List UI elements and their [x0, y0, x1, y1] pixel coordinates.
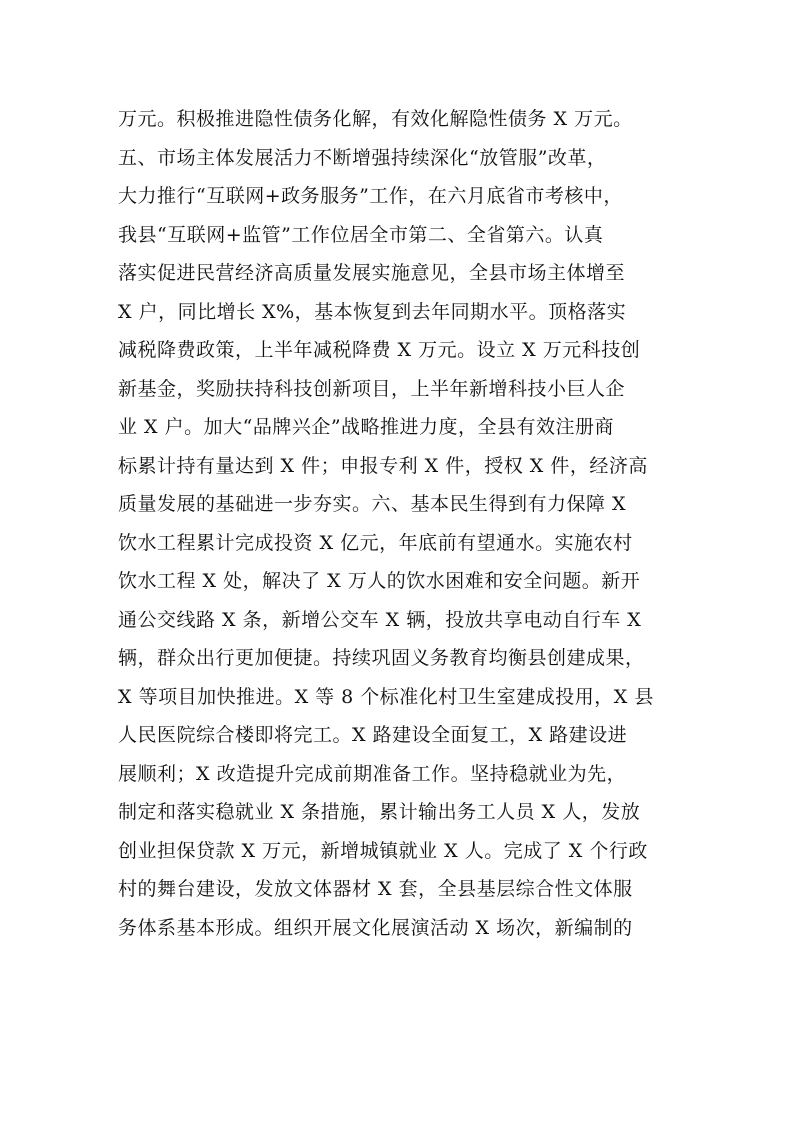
- text-line: 饮水工程累计完成投资 X 亿元，年底前有望通水。实施农村: [118, 531, 633, 554]
- text-line: 标累计持有量达到 X 件；申报专利 X 件，授权 X 件，经济高: [118, 454, 648, 477]
- text-line: 新基金，奖励扶持科技创新项目，上半年新增科技小巨人企: [118, 377, 626, 400]
- text-line: 我县“互联网+监管”工作位居全市第二、全省第六。认真: [118, 223, 604, 246]
- text-line: 业 X 户。加大“品牌兴企”战略推进力度，全县有效注册商: [118, 416, 615, 438]
- text-line: 五、市场主体发展活力不断增强持续深化“放管服”改革，: [118, 146, 607, 169]
- text-line: 制定和落实稳就业 X 条措施，累计输出务工人员 X 人，发放: [118, 801, 641, 823]
- text-line: 辆，群众出行更加便捷。持续巩固义务教育均衡县创建成果，: [118, 647, 645, 669]
- text-line: 通公交线路 X 条，新增公交车 X 辆，投放共享电动自行车 X: [118, 608, 642, 631]
- text-line: 创业担保贷款 X 万元，新增城镇就业 X 人。完成了 X 个行政: [118, 839, 648, 862]
- text-line: X 户，同比增长 X%，基本恢复到去年同期水平。顶格落实: [118, 300, 627, 323]
- text-line: 村的舞台建设，发放文体器材 X 套，全县基层综合性文体服: [118, 878, 633, 900]
- text-line: 大力推行“互联网+政务服务”工作，在六月底省市考核中，: [118, 185, 623, 207]
- text-line: 落实促进民营经济高质量发展实施意见，全县市场主体增至: [118, 262, 626, 284]
- text-line: 务体系基本形成。组织开展文化展演活动 X 场次，新编制的: [118, 916, 633, 939]
- text-line: X 等项目加快推进。X 等 8 个标准化村卫生室建成投用，X 县: [118, 685, 654, 708]
- body-text: [118, 100, 688, 947]
- text-line: 万元。积极推进隐性债务化解，有效化解隐性债务 X 万元。: [118, 108, 633, 130]
- text-line: 质量发展的基础进一步夯实。六、基本民生得到有力保障 X: [118, 493, 627, 515]
- text-line: 饮水工程 X 处，解决了 X 万人的饮水困难和安全问题。新开: [118, 570, 641, 592]
- text-line: 展顺利；X 改造提升完成前期准备工作。坚持稳就业为先，: [118, 762, 627, 785]
- text-line: 减税降费政策，上半年减税降费 X 万元。设立 X 万元科技创: [118, 339, 641, 361]
- text-line: 人民医院综合楼即将完工。X 路建设全面复工，X 路建设进: [118, 724, 628, 746]
